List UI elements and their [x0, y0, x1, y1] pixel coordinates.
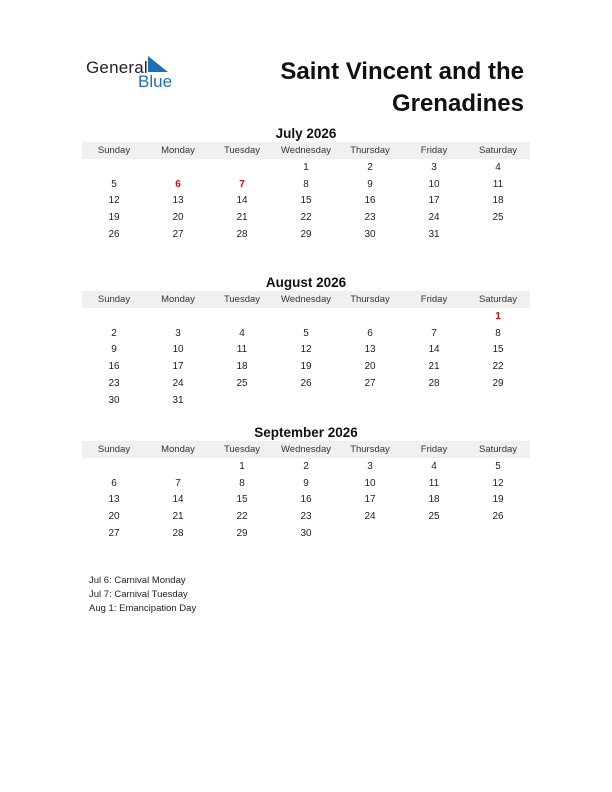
- day-cell: 4: [495, 161, 501, 173]
- day-cell: 13: [172, 195, 184, 207]
- day-cell: 21: [428, 361, 440, 373]
- day-cell: 17: [364, 494, 376, 506]
- week-row: [82, 392, 530, 409]
- day-cell: 5: [495, 460, 501, 472]
- week-row: [82, 458, 530, 475]
- day-cell: 27: [172, 229, 184, 241]
- day-cell: 25: [236, 378, 248, 390]
- weekday-label: Thursday: [350, 444, 390, 455]
- day-cell: 10: [364, 477, 376, 489]
- day-cell: 17: [172, 361, 184, 373]
- weekday-label: Wednesday: [281, 145, 331, 156]
- month-block: [82, 274, 530, 409]
- day-cell: 16: [364, 195, 376, 207]
- day-cell: 22: [236, 511, 248, 523]
- day-cell: 22: [300, 212, 312, 224]
- day-cell: 19: [108, 212, 120, 224]
- day-cell: 3: [431, 161, 437, 173]
- holiday-notes: [89, 574, 196, 616]
- week-row: [82, 308, 530, 325]
- logo-word-general: General: [86, 58, 148, 77]
- day-cell: 23: [300, 511, 312, 523]
- week-row: [82, 492, 530, 509]
- day-cell: 1: [239, 460, 245, 472]
- weekday-label: Sunday: [97, 294, 131, 305]
- day-cell: 5: [111, 178, 117, 190]
- weekday-label: Saturday: [478, 294, 518, 305]
- weekday-label: Sunday: [97, 444, 131, 455]
- day-cell: 21: [236, 212, 248, 224]
- day-cell: 30: [108, 394, 120, 406]
- day-cell: 16: [300, 494, 312, 506]
- weekday-header-row: [82, 441, 530, 458]
- day-cell: 12: [300, 344, 312, 356]
- logo: [86, 56, 186, 96]
- day-cell: 30: [300, 528, 312, 540]
- day-cell: 4: [239, 327, 245, 339]
- weekday-label: Wednesday: [281, 444, 331, 455]
- day-cell: 21: [172, 511, 184, 523]
- day-cell: 20: [108, 511, 120, 523]
- day-cell: 27: [364, 378, 376, 390]
- week-row: [82, 375, 530, 392]
- weekday-header-row: [82, 291, 530, 308]
- weekday-label: Monday: [161, 294, 195, 305]
- weekday-label: Saturday: [478, 444, 518, 455]
- day-cell: 13: [108, 494, 120, 506]
- weekday-label: Thursday: [350, 294, 390, 305]
- day-cell: 2: [367, 161, 373, 173]
- day-cell: 1: [303, 161, 309, 173]
- week-row: [82, 325, 530, 342]
- week-row: [82, 525, 530, 542]
- day-cell: 7: [175, 477, 181, 489]
- day-cell: 8: [495, 327, 501, 339]
- day-cell: 18: [428, 494, 440, 506]
- day-cell: 3: [175, 327, 181, 339]
- day-cell: 4: [431, 460, 437, 472]
- month-title: August 2026: [265, 275, 347, 290]
- week-row: [82, 475, 530, 492]
- week-row: [82, 226, 530, 243]
- weekday-label: Sunday: [97, 145, 131, 156]
- day-cell: 28: [428, 378, 440, 390]
- weekday-label: Tuesday: [223, 444, 261, 455]
- day-cell: 28: [172, 528, 184, 540]
- holiday-note: Aug 1: Emancipation Day: [89, 603, 197, 614]
- day-cell: 9: [303, 477, 309, 489]
- weekday-header-row: [82, 142, 530, 159]
- day-cell: 13: [364, 344, 376, 356]
- day-cell: 9: [367, 178, 373, 190]
- week-row: [82, 358, 530, 375]
- day-cell: 24: [428, 212, 440, 224]
- day-cell: 2: [111, 327, 117, 339]
- weekday-label: Thursday: [350, 145, 390, 156]
- day-cell: 11: [492, 178, 504, 190]
- day-cell: 25: [428, 511, 440, 523]
- day-cell: 26: [300, 378, 312, 390]
- weekday-label: Monday: [161, 444, 195, 455]
- holiday-note: Jul 6: Carnival Monday: [89, 575, 186, 586]
- holiday-note: Jul 7: Carnival Tuesday: [89, 589, 188, 600]
- page-title-line-1: Saint Vincent and the: [280, 58, 524, 85]
- day-cell: 22: [492, 361, 504, 373]
- week-row: [82, 159, 530, 176]
- weekday-label: Tuesday: [223, 145, 261, 156]
- logo-word-blue: Blue: [138, 72, 173, 91]
- day-cell: 23: [108, 378, 120, 390]
- month-block: [82, 125, 530, 243]
- day-cell: 25: [492, 212, 504, 224]
- weekday-label: Tuesday: [223, 294, 261, 305]
- day-cell: 29: [300, 229, 312, 241]
- day-cell: 26: [108, 229, 120, 241]
- day-cell: 10: [428, 178, 440, 190]
- page-title: [204, 56, 524, 120]
- week-row: [82, 508, 530, 525]
- weekday-label: Friday: [420, 444, 448, 455]
- page-title-line-2: Grenadines: [391, 90, 524, 117]
- day-cell: 30: [364, 229, 376, 241]
- day-cell: 7: [239, 178, 245, 190]
- day-cell: 8: [239, 477, 245, 489]
- weekday-label: Saturday: [478, 145, 518, 156]
- day-cell: 23: [364, 212, 376, 224]
- day-cell: 26: [492, 511, 504, 523]
- day-cell: 18: [492, 195, 504, 207]
- day-cell: 15: [236, 494, 248, 506]
- day-cell: 14: [172, 494, 184, 506]
- weekday-label: Friday: [420, 294, 448, 305]
- day-cell: 7: [431, 327, 437, 339]
- week-row: [82, 193, 530, 210]
- month-title: September 2026: [254, 425, 358, 440]
- day-cell: 12: [492, 477, 504, 489]
- day-cell: 29: [492, 378, 504, 390]
- day-cell: 16: [108, 361, 120, 373]
- day-cell: 12: [108, 195, 120, 207]
- day-cell: 2: [303, 460, 309, 472]
- weekday-label: Wednesday: [281, 294, 331, 305]
- weekday-label: Monday: [161, 145, 195, 156]
- day-cell: 20: [364, 361, 376, 373]
- day-cell: 3: [367, 460, 373, 472]
- day-cell: 6: [367, 327, 373, 339]
- day-cell: 31: [428, 229, 440, 241]
- day-cell: 24: [364, 511, 376, 523]
- day-cell: 28: [236, 229, 248, 241]
- day-cell: 18: [236, 361, 248, 373]
- day-cell: 10: [172, 344, 184, 356]
- day-cell: 1: [495, 310, 501, 322]
- week-row: [82, 209, 530, 226]
- day-cell: 11: [236, 344, 248, 356]
- day-cell: 5: [303, 327, 309, 339]
- day-cell: 6: [175, 178, 181, 190]
- day-cell: 24: [172, 378, 184, 390]
- week-row: [82, 176, 530, 193]
- weekday-label: Friday: [420, 145, 448, 156]
- day-cell: 14: [236, 195, 248, 207]
- day-cell: 11: [428, 477, 440, 489]
- day-cell: 27: [108, 528, 120, 540]
- day-cell: 14: [428, 344, 440, 356]
- day-cell: 17: [428, 195, 440, 207]
- day-cell: 31: [172, 394, 184, 406]
- day-cell: 6: [111, 477, 117, 489]
- day-cell: 9: [111, 344, 117, 356]
- day-cell: 8: [303, 178, 309, 190]
- day-cell: 19: [300, 361, 312, 373]
- day-cell: 19: [492, 494, 504, 506]
- day-cell: 20: [172, 212, 184, 224]
- month-block: [82, 424, 530, 542]
- day-cell: 15: [492, 344, 504, 356]
- month-title: July 2026: [275, 126, 337, 141]
- day-cell: 29: [236, 528, 248, 540]
- day-cell: 15: [300, 195, 312, 207]
- week-row: [82, 342, 530, 359]
